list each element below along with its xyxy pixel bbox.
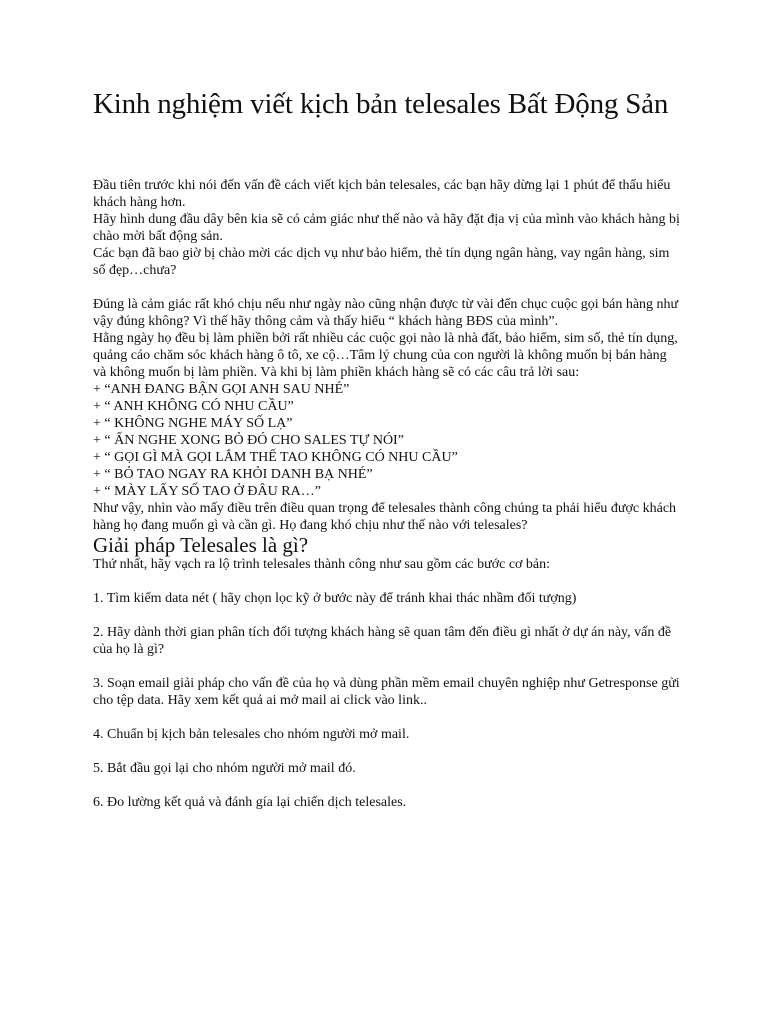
intro-paragraph-3: Các bạn đã bao giờ bị chào mời các dịch vụ như bảo hiểm, thẻ tín dụng ngân hàng, vay ngân hàng, sim số đẹp…chưa?: [93, 246, 670, 278]
document-page: [93, 88, 683, 828]
step-item: 6. Đo lường kết quả và đánh gía lại chiến dịch telesales.: [93, 795, 407, 810]
reply-item: + “ANH ĐANG BẬN GỌI ANH SAU NHÉ”: [93, 382, 350, 397]
reply-item: + “ ANH KHÔNG CÓ NHU CẦU”: [93, 399, 294, 414]
document-title: Kinh nghiệm viết kịch bản telesales Bất Động Sản: [93, 88, 669, 120]
intro-paragraph-2: Hãy hình dung đầu dây bên kia sẽ có cảm giác như thế nào và hãy đặt địa vị của mình vào khách hàng bị chào mời bất động sản.: [93, 212, 680, 244]
reply-item: + “ MÀY LẤY SỐ TAO Ở ĐÂU RA…”: [93, 484, 321, 499]
reply-item: + “ GỌI GÌ MÀ GỌI LẮM THẾ TAO KHÔNG CÓ NHU CẦU”: [93, 450, 458, 465]
step-item: 5. Bắt đầu gọi lại cho nhóm người mở mail đó.: [93, 761, 356, 776]
section-heading: Giải pháp Telesales là gì?: [93, 533, 309, 557]
reply-item: + “ BỎ TAO NGAY RA KHỎI DANH BẠ NHÉ”: [93, 467, 373, 482]
step-item: 4. Chuẩn bị kịch bản telesales cho nhóm người mở mail.: [93, 727, 410, 742]
steps-list: [93, 590, 683, 811]
step-item: 1. Tìm kiếm data nét ( hãy chọn lọc kỹ ở bước này để tránh khai thác nhầm đối tượng): [93, 591, 577, 606]
section-intro: Thứ nhất, hãy vạch ra lộ trình telesales thành công như sau gồm các bước cơ bản:: [93, 557, 551, 572]
step-item: 2. Hãy dành thời gian phân tích đối tượng khách hàng sẽ quan tâm đến điều gì nhất ở dự án này, vấn đề của họ là gì?: [93, 625, 672, 657]
reply-item: + “ KHÔNG NGHE MÁY SỐ LẠ”: [93, 416, 293, 431]
reply-item: + “ ẤN NGHE XONG BỎ ĐÓ CHO SALES TỰ NÓI”: [93, 433, 404, 448]
step-item: 3. Soạn email giải pháp cho vấn đề của họ và dùng phần mềm email chuyên nghiệp như Getresponse gửi cho tệp data. Hãy xem kết quả ai mở mail ai click vào link..: [93, 676, 680, 708]
body-paragraph-1: Đúng là cảm giác rất khó chịu nếu như ngày nào cũng nhận được từ vài đến chục cuộc gọi bán hàng như vậy đúng không? Vì thế hãy thông cảm và thấy hiểu “ khách hàng BĐS của mình”.: [93, 297, 679, 329]
body-paragraph-2: Hằng ngày họ đều bị làm phiền bởi rất nhiều các cuộc gọi nào là nhà đất, bảo hiểm, sim số, thẻ tín dụng, quảng cáo chăm sóc khách hàng ô tô, xe cộ…Tâm lý chung của con người là không muốn bị bán hàng và không muốn bị làm phiền. Và khi bị làm phiền khách hàng sẽ có các câu trả lời sau:: [93, 331, 678, 380]
conclusion-paragraph: Như vậy, nhìn vào mấy điều trên điều quan trọng để telesales thành công chúng ta phải hiểu được khách hàng họ đang muốn gì và cần gì. Họ đang khó chịu như thế nào với telesales?: [93, 501, 677, 533]
intro-paragraph-1: Đầu tiên trước khi nói đến vấn đề cách viết kịch bản telesales, các bạn hãy dừng lại 1 phút để thấu hiểu khách hàng hơn.: [93, 178, 671, 210]
